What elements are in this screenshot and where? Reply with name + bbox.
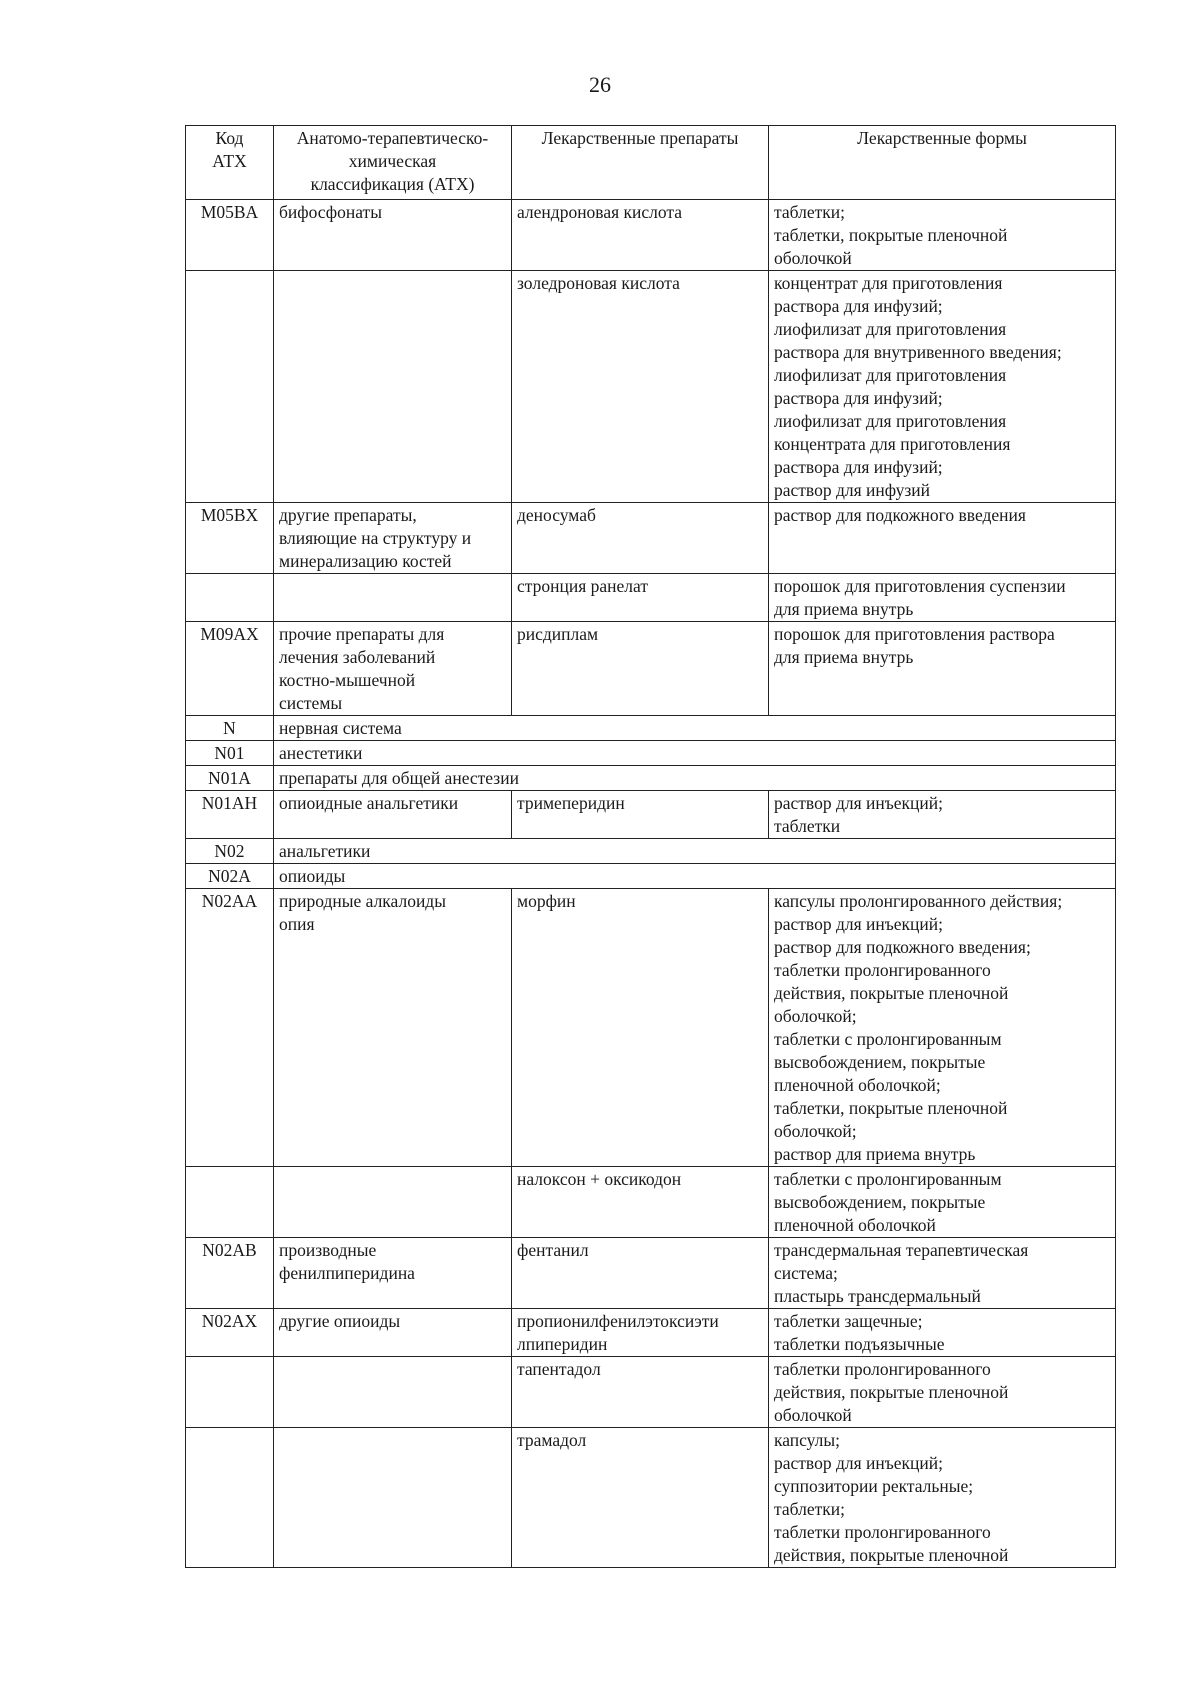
- table-row: [186, 622, 1116, 716]
- classification-cell-line: лечения заболеваний: [279, 647, 436, 667]
- dosage-forms-cell-line: раствора для инфузий;: [774, 296, 943, 316]
- atx-code-cell: [186, 271, 274, 503]
- drug-cell: [512, 1357, 769, 1428]
- table-row: [186, 1309, 1116, 1357]
- drug-cell-line: тримеперидин: [517, 793, 625, 813]
- atx-code-cell: N01AH: [186, 791, 274, 839]
- dosage-forms-cell-line: суппозитории ректальные;: [774, 1476, 974, 1496]
- dosage-forms-cell: [769, 791, 1116, 839]
- atx-code-cell: M09AX: [186, 622, 274, 716]
- dosage-forms-cell-line: пленочной оболочкой;: [774, 1075, 941, 1095]
- header-forms-line: Лекарственные формы: [857, 128, 1027, 148]
- classification-cell-line: опиоиды: [279, 866, 346, 886]
- classification-cell: [274, 741, 1116, 766]
- classification-cell-line: нервная система: [279, 718, 402, 738]
- dosage-forms-cell-line: оболочкой;: [774, 1006, 857, 1026]
- drug-cell: [512, 503, 769, 574]
- drug-cell-line: рисдиплам: [517, 624, 599, 644]
- atx-code-cell: N01: [186, 741, 274, 766]
- dosage-forms-cell: [769, 1167, 1116, 1238]
- dosage-forms-cell-line: оболочкой: [774, 248, 852, 268]
- dosage-forms-cell-line: лиофилизат для приготовления: [774, 365, 1007, 385]
- drug-cell-line: фентанил: [517, 1240, 589, 1260]
- header-code-line: АТХ: [212, 151, 247, 171]
- classification-cell-line: анальгетики: [279, 841, 371, 861]
- table-row: [186, 741, 1116, 766]
- dosage-forms-cell: [769, 1428, 1116, 1568]
- dosage-forms-cell-line: действия, покрытые пленочной: [774, 1382, 1009, 1402]
- classification-cell: [274, 1167, 512, 1238]
- header-code-line: Код: [215, 128, 244, 148]
- header-classification: [274, 126, 512, 200]
- dosage-forms-cell-line: для приема внутрь: [774, 647, 914, 667]
- drug-cell: [512, 1428, 769, 1568]
- atx-code-cell: [186, 574, 274, 622]
- classification-cell-line: минерализацию костей: [279, 551, 452, 571]
- classification-cell-line: производные: [279, 1240, 377, 1260]
- dosage-forms-cell-line: лиофилизат для приготовления: [774, 411, 1007, 431]
- table-row: [186, 864, 1116, 889]
- dosage-forms-cell-line: высвобождением, покрытые: [774, 1192, 986, 1212]
- atx-code-cell: N: [186, 716, 274, 741]
- atx-code-cell: [186, 1428, 274, 1568]
- dosage-forms-cell-line: оболочкой;: [774, 1121, 857, 1141]
- table-row: [186, 574, 1116, 622]
- drug-cell-line: стронция ранелат: [517, 576, 648, 596]
- classification-cell: [274, 889, 512, 1167]
- atx-code-cell: N02: [186, 839, 274, 864]
- classification-cell: [274, 574, 512, 622]
- dosage-forms-cell-line: раствор для инъекций;: [774, 793, 944, 813]
- dosage-forms-cell-line: для приема внутрь: [774, 599, 914, 619]
- dosage-forms-cell-line: действия, покрытые пленочной: [774, 1545, 1009, 1565]
- table-header-row: [186, 126, 1116, 200]
- classification-cell: [274, 1238, 512, 1309]
- drug-cell: [512, 791, 769, 839]
- classification-cell: [274, 200, 512, 271]
- dosage-forms-cell: [769, 271, 1116, 503]
- dosage-forms-cell-line: трансдермальная терапевтическая: [774, 1240, 1029, 1260]
- dosage-forms-cell: [769, 200, 1116, 271]
- dosage-forms-cell-line: раствор для инфузий: [774, 480, 931, 500]
- table-body: [186, 200, 1116, 1568]
- dosage-forms-cell-line: раствор для инъекций;: [774, 1453, 944, 1473]
- table-row: [186, 791, 1116, 839]
- drug-cell-line: тапентадол: [517, 1359, 601, 1379]
- atx-code-cell: [186, 1167, 274, 1238]
- drug-cell: [512, 200, 769, 271]
- dosage-forms-cell-line: раствор для подкожного введения: [774, 505, 1026, 525]
- classification-cell: [274, 503, 512, 574]
- classification-cell-line: влияющие на структуру и: [279, 528, 472, 548]
- table-row: [186, 1428, 1116, 1568]
- atx-code-cell: N01A: [186, 766, 274, 791]
- drug-cell-line: морфин: [517, 891, 576, 911]
- dosage-forms-cell-line: концентрат для приготовления: [774, 273, 1003, 293]
- dosage-forms-cell-line: капсулы пролонгированного действия;: [774, 891, 1063, 911]
- drug-cell-line: золедроновая кислота: [517, 273, 680, 293]
- dosage-forms-cell-line: раствор для инъекций;: [774, 914, 944, 934]
- atx-code-cell: N02AX: [186, 1309, 274, 1357]
- dosage-forms-cell: [769, 889, 1116, 1167]
- classification-cell-line: природные алкалоиды: [279, 891, 446, 911]
- dosage-forms-cell-line: таблетки пролонгированного: [774, 1522, 991, 1542]
- classification-cell: [274, 622, 512, 716]
- header-code: [186, 126, 274, 200]
- drug-cell: [512, 1309, 769, 1357]
- classification-cell-line: системы: [279, 693, 343, 713]
- drug-cell: [512, 1167, 769, 1238]
- atx-code-cell: N02AB: [186, 1238, 274, 1309]
- header-classification-line: Анатомо-терапевтическо-: [296, 128, 489, 148]
- drug-cell-line: пропионилфенилэтоксиэти: [517, 1311, 719, 1331]
- drug-cell-line: трамадол: [517, 1430, 587, 1450]
- dosage-forms-cell-line: высвобождением, покрытые: [774, 1052, 986, 1072]
- classification-cell-line: бифосфонаты: [279, 202, 382, 222]
- atx-code-cell: N02A: [186, 864, 274, 889]
- drug-cell-line: деносумаб: [517, 505, 596, 525]
- classification-cell: [274, 839, 1116, 864]
- dosage-forms-cell: [769, 1309, 1116, 1357]
- table-row: [186, 1238, 1116, 1309]
- classification-cell-line: опия: [279, 914, 315, 934]
- classification-cell: [274, 864, 1116, 889]
- header-classification-line: классификация (АТХ): [310, 174, 475, 194]
- drug-cell: [512, 574, 769, 622]
- drug-cell: [512, 889, 769, 1167]
- dosage-forms-cell-line: раствора для внутривенного введения;: [774, 342, 1062, 362]
- atx-code-cell: N02AA: [186, 889, 274, 1167]
- drug-cell: [512, 1238, 769, 1309]
- table-row: [186, 839, 1116, 864]
- drug-cell-line: налоксон + оксикодон: [517, 1169, 682, 1189]
- table-row: [186, 766, 1116, 791]
- atx-code-cell: M05BA: [186, 200, 274, 271]
- dosage-forms-cell-line: раствора для инфузий;: [774, 388, 943, 408]
- table-row: [186, 1357, 1116, 1428]
- dosage-forms-cell-line: раствора для инфузий;: [774, 457, 943, 477]
- dosage-forms-cell-line: капсулы;: [774, 1430, 841, 1450]
- atx-code-cell: M05BX: [186, 503, 274, 574]
- dosage-forms-cell-line: концентрата для приготовления: [774, 434, 1011, 454]
- table-row: [186, 889, 1116, 1167]
- classification-cell-line: препараты для общей анестезии: [279, 768, 519, 788]
- dosage-forms-cell-line: таблетки с пролонгированным: [774, 1169, 1002, 1189]
- drug-cell: [512, 622, 769, 716]
- dosage-forms-cell-line: таблетки, покрытые пленочной: [774, 1098, 1008, 1118]
- page-number: 26: [589, 72, 611, 97]
- drug-cell-line: лпиперидин: [517, 1334, 608, 1354]
- drug-cell-line: алендроновая кислота: [517, 202, 683, 222]
- classification-cell: [274, 1357, 512, 1428]
- dosage-forms-cell-line: таблетки, покрытые пленочной: [774, 225, 1008, 245]
- classification-cell: [274, 766, 1116, 791]
- dosage-forms-cell-line: пластырь трансдермальный: [774, 1286, 981, 1306]
- dosage-forms-cell: [769, 574, 1116, 622]
- dosage-forms-cell-line: таблетки с пролонгированным: [774, 1029, 1002, 1049]
- dosage-forms-cell-line: таблетки;: [774, 1499, 845, 1519]
- table-row: [186, 271, 1116, 503]
- header-drugs-line: Лекарственные препараты: [541, 128, 739, 148]
- dosage-forms-cell: [769, 622, 1116, 716]
- dosage-forms-cell-line: таблетки защечные;: [774, 1311, 923, 1331]
- classification-cell-line: другие опиоиды: [279, 1311, 401, 1331]
- dosage-forms-cell: [769, 503, 1116, 574]
- classification-cell: [274, 271, 512, 503]
- dosage-forms-cell-line: действия, покрытые пленочной: [774, 983, 1009, 1003]
- dosage-forms-cell: [769, 1357, 1116, 1428]
- drug-cell: [512, 271, 769, 503]
- dosage-forms-cell-line: таблетки: [774, 816, 841, 836]
- dosage-forms-cell-line: раствор для приема внутрь: [774, 1144, 976, 1164]
- classification-cell-line: фенилпиперидина: [279, 1263, 415, 1283]
- atx-table: [185, 125, 1116, 1568]
- classification-cell-line: прочие препараты для: [279, 624, 445, 644]
- atx-code-cell: [186, 1357, 274, 1428]
- classification-cell-line: анестетики: [279, 743, 363, 763]
- dosage-forms-cell-line: раствор для подкожного введения;: [774, 937, 1031, 957]
- header-forms: [769, 126, 1116, 200]
- dosage-forms-cell-line: оболочкой: [774, 1405, 852, 1425]
- classification-cell: [274, 1309, 512, 1357]
- dosage-forms-cell-line: таблетки;: [774, 202, 845, 222]
- dosage-forms-cell-line: лиофилизат для приготовления: [774, 319, 1007, 339]
- classification-cell: [274, 716, 1116, 741]
- table-row: [186, 503, 1116, 574]
- dosage-forms-cell: [769, 1238, 1116, 1309]
- classification-cell-line: костно-мышечной: [279, 670, 416, 690]
- dosage-forms-cell-line: таблетки подъязычные: [774, 1334, 945, 1354]
- dosage-forms-cell-line: порошок для приготовления суспензии: [774, 576, 1066, 596]
- dosage-forms-cell-line: таблетки пролонгированного: [774, 1359, 991, 1379]
- dosage-forms-cell-line: порошок для приготовления раствора: [774, 624, 1055, 644]
- header-drugs: [512, 126, 769, 200]
- table-row: [186, 200, 1116, 271]
- dosage-forms-cell-line: система;: [774, 1263, 838, 1283]
- classification-cell-line: опиоидные анальгетики: [279, 793, 459, 813]
- classification-cell-line: другие препараты,: [279, 505, 417, 525]
- dosage-forms-cell-line: таблетки пролонгированного: [774, 960, 991, 980]
- classification-cell: [274, 1428, 512, 1568]
- table-row: [186, 1167, 1116, 1238]
- dosage-forms-cell-line: пленочной оболочкой: [774, 1215, 936, 1235]
- header-classification-line: химическая: [348, 151, 437, 171]
- classification-cell: [274, 791, 512, 839]
- table-row: [186, 716, 1116, 741]
